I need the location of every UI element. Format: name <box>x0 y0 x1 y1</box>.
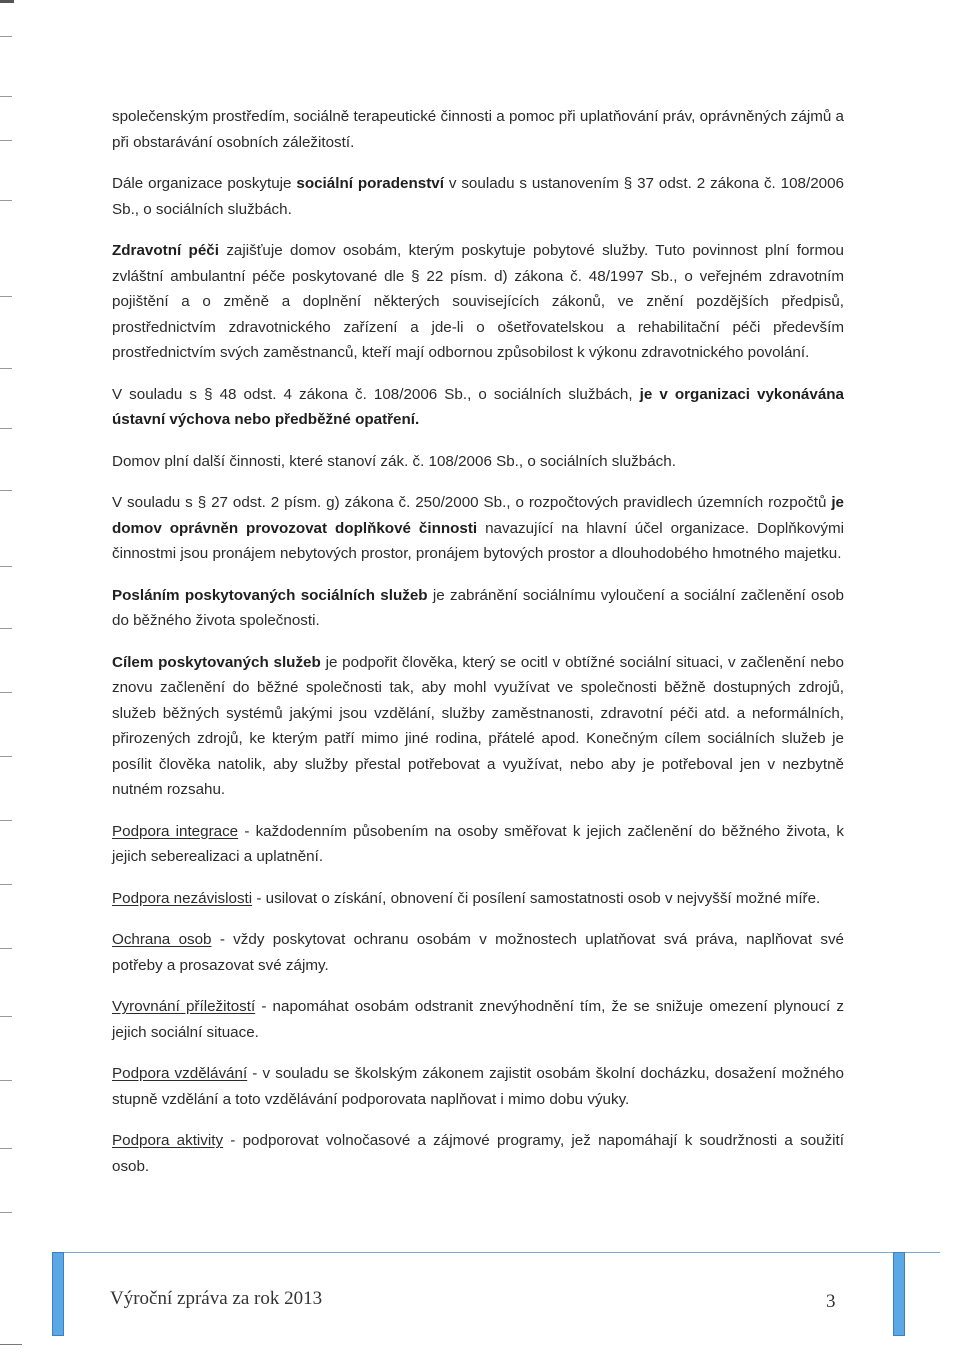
paragraph-text: Domov plní další činnosti, které stanoví zák. č. 108/2006 Sb., o sociálních službách. <box>112 452 676 470</box>
principle-term: Podpora vzdělávání <box>112 1065 248 1082</box>
scan-mark <box>0 948 12 949</box>
paragraph-text: Dále organizace poskytuje <box>112 175 297 192</box>
scan-mark <box>0 96 12 97</box>
scan-mark <box>0 1080 12 1081</box>
principle-item <box>112 994 844 1045</box>
scan-mark <box>0 36 12 37</box>
paragraph-text: V souladu s § 48 odst. 4 zákona č. 108/2006 Sb., o sociálních službách, <box>112 385 640 403</box>
principle-text: - každodenním působením na osoby směřovat k jejich začlenění do běžného života, k jejich seberealizaci a uplatnění. <box>112 822 844 865</box>
paragraph-intro-continuation <box>112 104 844 155</box>
scan-mark <box>0 566 12 567</box>
scan-mark <box>0 296 12 297</box>
principle-item <box>112 819 844 870</box>
scan-mark <box>0 820 12 821</box>
scan-mark <box>0 140 12 141</box>
principle-text: - podporovat volnočasové a zájmové programy, jež napomáhají k soudržnosti a soužití osob. <box>112 1132 844 1175</box>
paragraph-text: je zabránění sociálnímu vyloučení a sociální začlenění osob do běžného života společnosti. <box>112 586 844 629</box>
principle-term: Podpora integrace <box>112 822 239 840</box>
principle-text: - v souladu se školským zákonem zajistit osobám školní docházku, dosažení možného stupně vzdělání a toto vzdělávání podporovata naplňovat i mimo dobu výuky. <box>112 1065 844 1108</box>
bold-term: je v organizaci vykonávána ústavní výchova nebo předběžné opatření. <box>112 385 844 428</box>
bold-term: sociální poradenství <box>296 175 444 192</box>
paragraph-text: je podpořit člověka, který se ocitl v obtížné sociální situaci, v začlenění nebo znovu začlenění do běžné společnosti tak, aby mohl využívat ve společnosti běžně dostupných zdrojů, služeb běžných systémů jakými jsou vzdělání, služby zaměstnanosti, zdravotní péči atd. a neformálních, přirozených zdrojů, ke kterým patří mimo jiné rodina, přátelé apod. Konečným cílem sociálních služeb je posílit člověka natolik, aby služby přestal potřebovat a využívat, nebo aby je potřeboval jen v nezbytně nutném rozsahu. <box>112 653 844 798</box>
paragraph-social-counseling <box>112 171 844 222</box>
scan-mark <box>0 884 12 885</box>
scan-mark <box>0 428 12 429</box>
scan-mark <box>0 368 12 369</box>
principle-item <box>112 1128 844 1179</box>
principle-term: Podpora nezávislosti <box>112 889 253 907</box>
scan-mark <box>0 1344 22 1345</box>
bold-term: je domov oprávněn provozovat doplňkové činnosti <box>112 494 844 537</box>
scan-mark <box>0 1212 12 1213</box>
scan-mark <box>0 200 12 201</box>
bold-term: Posláním poskytovaných sociálních služeb <box>112 586 428 604</box>
principle-term: Podpora aktivity <box>112 1132 224 1149</box>
principle-term: Ochrana osob <box>112 931 212 948</box>
scan-mark <box>0 692 12 693</box>
principle-item <box>112 1061 844 1112</box>
scan-mark <box>0 1016 12 1017</box>
footer-page-number: 3 <box>826 1291 836 1312</box>
scan-mark <box>0 628 12 629</box>
paragraph-health-care <box>112 238 844 366</box>
paragraph-text: v souladu s ustanovením § 37 odst. 2 zákona č. 108/2006 Sb., o sociálních službách. <box>112 175 845 218</box>
paragraph-text: společenským prostředím, sociálně terapeutické činnosti a pomoc při uplatňování práv, oprávněných zájmů a při obstarávání osobních záležitostí. <box>112 108 844 151</box>
footer-divider <box>52 1252 940 1253</box>
principle-item <box>112 927 844 978</box>
scan-mark <box>0 1148 12 1149</box>
paragraph-text: V souladu s § 27 odst. 2 písm. g) zákona č. 250/2000 Sb., o rozpočtových pravidlech územních rozpočtů <box>112 494 832 511</box>
scan-mark <box>0 0 14 3</box>
footer-accent-bar-right <box>893 1252 905 1336</box>
paragraph-goal <box>112 650 844 803</box>
footer-accent-bar-left <box>52 1252 64 1336</box>
paragraph-text: navazující na hlavní účel organizace. Doplňkovými činnostmi jsou pronájem nebytových prostor, pronájem bytových prostor a dlouhodobého hmotného majetku. <box>112 519 844 562</box>
scan-mark <box>0 490 12 491</box>
paragraph-text: zajišťuje domov osobám, kterým poskytuje pobytové služby. Tuto povinnost plní formou zvláštní ambulantní péče poskytované dle § 22 písm. d) zákona č. 48/1997 Sb., o veřejném zdravotním pojištění a o změně a doplnění některých souvisejících zákonů, ve znění pozdějších předpisů, prostřednictvím zdravotnického zařízení a jde-li o ošetřovatelskou a rehabilitační péči především prostřednictvím svých zaměstnanců, kteří mají odbornou způsobilost k výkonu zdravotnického povolání. <box>112 242 844 361</box>
paragraph-mission <box>112 583 844 634</box>
bold-term: Cílem poskytovaných služeb <box>112 653 321 671</box>
bold-term: Zdravotní péči <box>112 242 219 259</box>
principle-text: - usilovat o získání, obnovení či posílení samostatnosti osob v nejvyšší možné míře. <box>252 889 821 907</box>
paragraph-supplementary-activities <box>112 490 844 567</box>
principle-text: - vždy poskytovat ochranu osobám v možnostech uplatňovat svá práva, naplňovat své potřeby a prosazovat své zájmy. <box>112 931 844 974</box>
scan-mark <box>0 756 12 757</box>
paragraph-other-activities <box>112 449 844 475</box>
principle-term: Vyrovnání příležitostí <box>112 998 256 1015</box>
principle-text: - napomáhat osobám odstranit znevýhodnění tím, že se snižuje omezení plynoucí z jejich sociální situace. <box>112 998 845 1041</box>
principle-item <box>112 886 844 912</box>
document-body <box>112 104 844 1195</box>
paragraph-institutional-care <box>112 382 844 433</box>
footer-report-title: Výroční zpráva za rok 2013 <box>110 1288 323 1309</box>
